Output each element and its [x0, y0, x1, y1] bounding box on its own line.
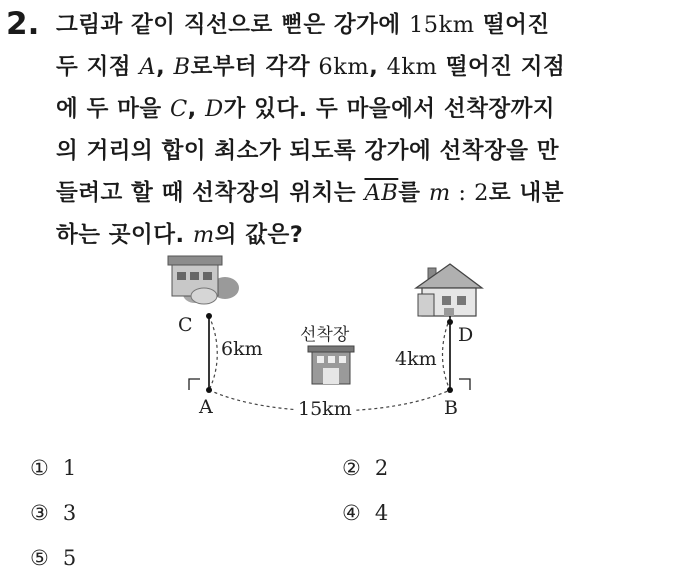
- stem-line-2: [56, 48, 666, 90]
- stem-text: 에 두 마을: [56, 96, 170, 122]
- stem-text: 두 지점: [56, 54, 140, 80]
- choice-3[interactable]: [30, 501, 76, 525]
- right-angle-mark-a: [189, 379, 200, 390]
- stem-text: ,: [156, 54, 174, 80]
- label-dist-ca: 6km: [221, 338, 263, 360]
- choice-value: 1: [62, 456, 77, 480]
- stem-text: 가 있다. 두 마을에서 선착장까지: [223, 96, 556, 122]
- choice-value: 3: [62, 501, 77, 525]
- choice-2[interactable]: [342, 456, 388, 480]
- point-a: [206, 387, 212, 393]
- stem-text: 로 내분: [488, 180, 564, 206]
- stem-text: 의 값은?: [214, 222, 304, 248]
- stem-line-1: [56, 6, 666, 48]
- village-c-icon: [168, 256, 239, 304]
- choice-value: 5: [62, 546, 77, 570]
- village-d-icon: [416, 264, 482, 316]
- stem-math: B: [173, 54, 191, 80]
- label-d: D: [458, 324, 474, 346]
- stem-text: 떨어진: [474, 12, 550, 38]
- stem-line-3: [56, 90, 666, 132]
- choice-mark: ①: [30, 456, 49, 480]
- choice-4[interactable]: [342, 501, 388, 525]
- stem-text: 들려고 할 때 선착장의 위치는: [56, 180, 365, 206]
- stem-text: 그림과 같이 직선으로 뻗은 강가에: [56, 12, 409, 38]
- stem-math: 4km: [386, 54, 438, 80]
- choice-1[interactable]: [30, 456, 76, 480]
- stem-math: : 2: [450, 180, 489, 206]
- segment-ab: $\overline{AB}$: [364, 180, 399, 206]
- question-stem: [56, 6, 666, 258]
- label-a: A: [199, 396, 213, 418]
- stem-math: m: [192, 222, 215, 248]
- stem-line-5: [56, 174, 666, 216]
- choice-mark: ③: [30, 501, 49, 525]
- path-c-to-a: [209, 316, 217, 390]
- figure: [160, 250, 500, 435]
- point-c: [206, 313, 212, 319]
- stem-line-4: [56, 132, 666, 174]
- choice-mark: ④: [342, 501, 361, 525]
- question-number: 2.: [6, 6, 40, 42]
- stem-text: 로부터 각각: [190, 54, 319, 80]
- stem-math: 6km: [318, 54, 370, 80]
- choice-5[interactable]: [30, 546, 76, 570]
- path-d-to-b: [443, 318, 451, 390]
- point-d: [447, 319, 453, 325]
- label-c: C: [178, 314, 193, 336]
- stem-math: A: [139, 54, 157, 80]
- stem-text: 떨어진 지점: [437, 54, 566, 80]
- stem-text: ,: [369, 54, 387, 80]
- choice-mark: ⑤: [30, 546, 49, 570]
- stem-text: ,: [187, 96, 206, 122]
- choice-mark: ②: [342, 456, 361, 480]
- stem-math: C: [169, 96, 188, 122]
- point-b: [447, 387, 453, 393]
- choice-value: 2: [374, 456, 389, 480]
- stem-math: 15km: [408, 12, 475, 38]
- stem-math: D: [205, 96, 224, 122]
- stem-text: 의 거리의 합이 최소가 되도록 강가에 선착장을 만: [56, 138, 560, 164]
- right-angle-mark-b: [459, 379, 470, 390]
- stem-text: 하는 곳이다.: [56, 222, 193, 248]
- stem-text: 를: [398, 180, 429, 206]
- label-dock: 선착장: [300, 325, 350, 345]
- stem-math: m: [428, 180, 451, 206]
- label-b: B: [444, 397, 458, 419]
- dock-building-icon: [308, 346, 354, 384]
- label-dist-db: 4km: [395, 348, 437, 370]
- label-dist-ab: 15km: [298, 398, 352, 420]
- choice-value: 4: [374, 501, 389, 525]
